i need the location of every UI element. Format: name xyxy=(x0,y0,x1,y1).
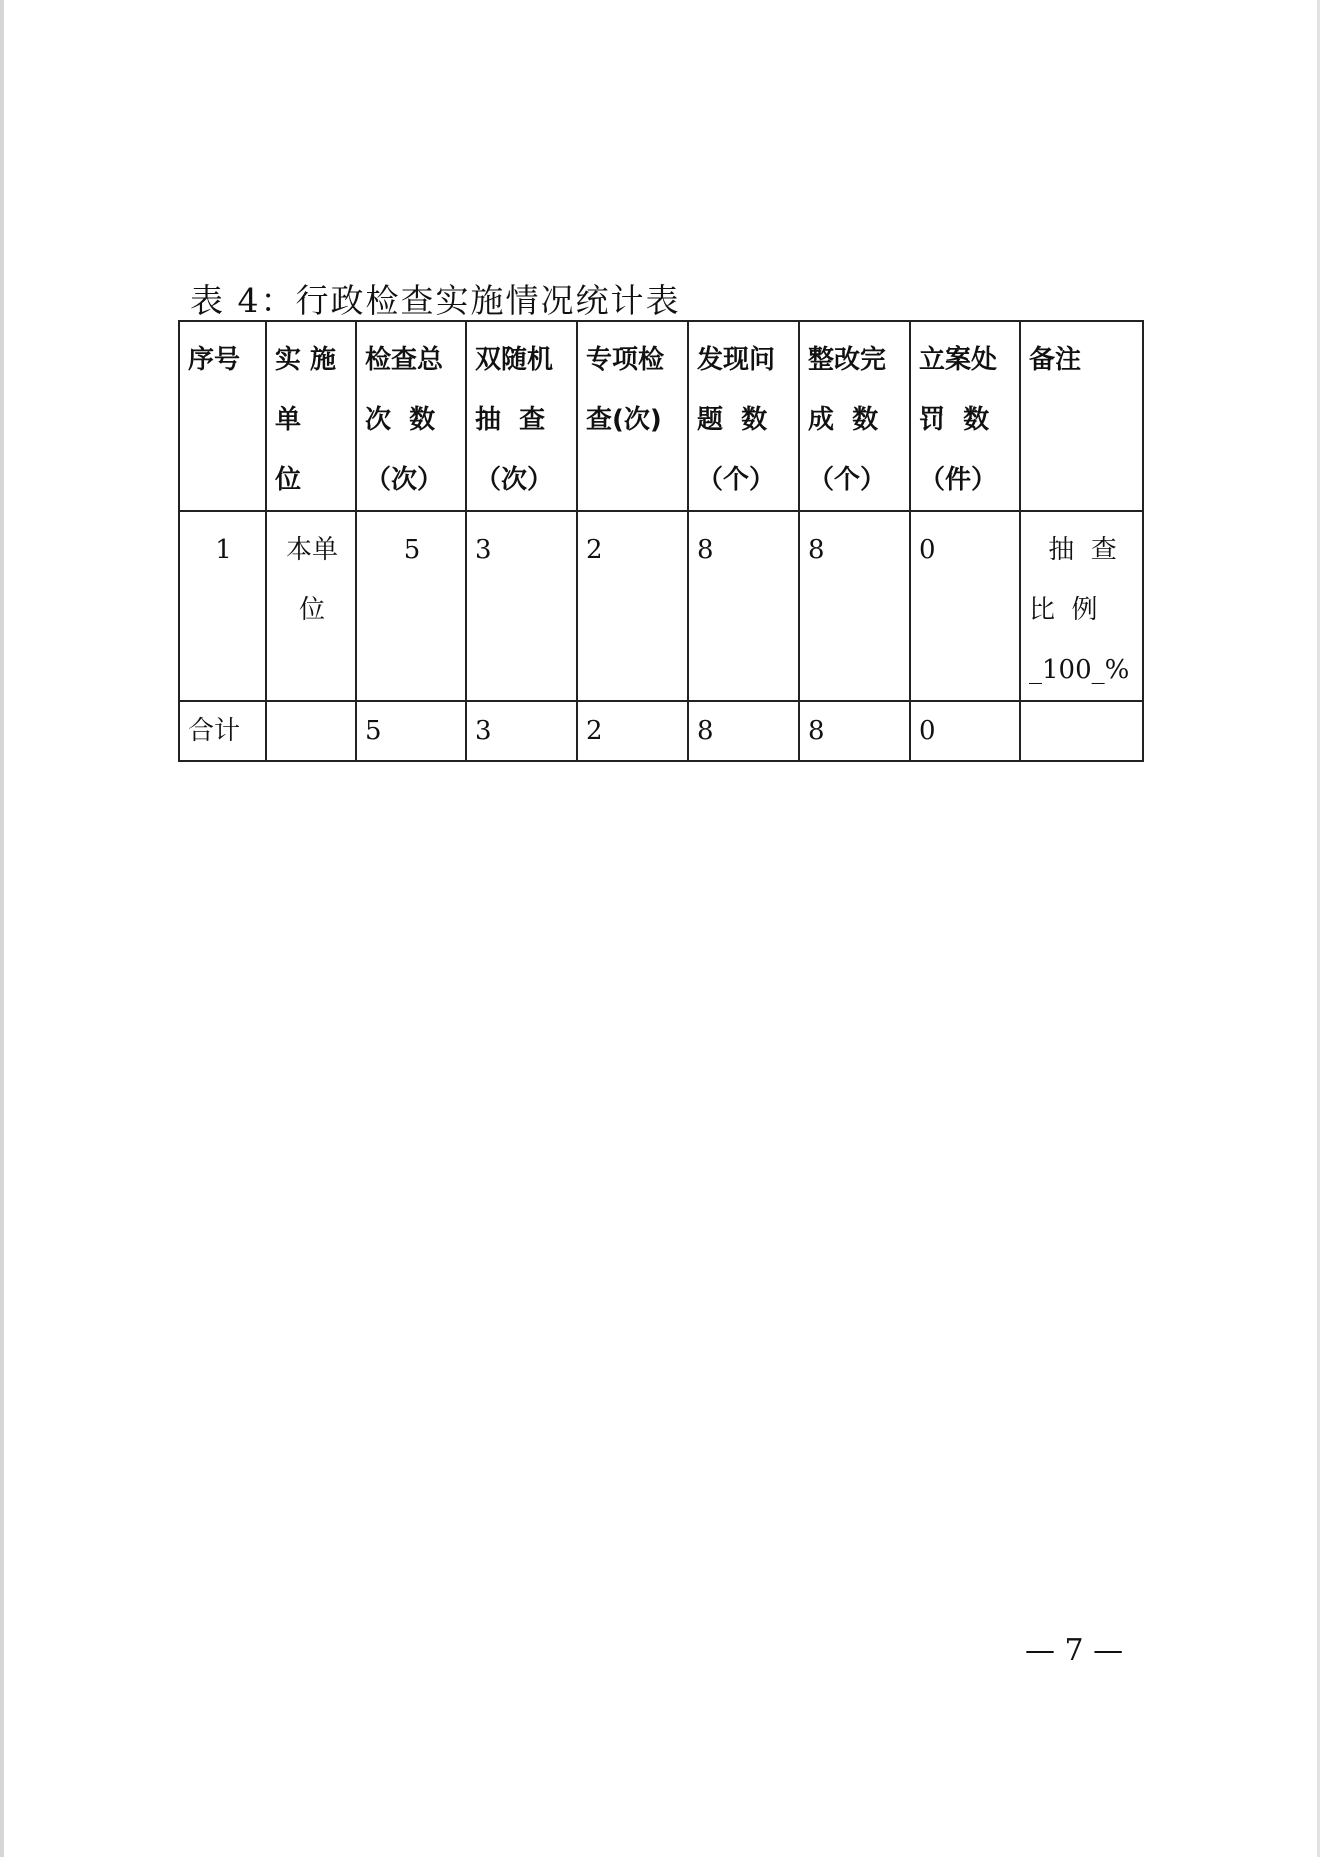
header-cell-remarks: 备注 xyxy=(1020,321,1143,511)
total-penalty-cases-cell: 0 xyxy=(910,701,1020,761)
header-cell-issues-found: 发现问 题 数 （个） xyxy=(688,321,799,511)
page-number: — 7 — xyxy=(1025,1633,1124,1668)
total-inspections-cell: 5 xyxy=(356,701,466,761)
row-penalty-cases-cell: 0 xyxy=(910,511,1020,701)
row-total-inspections-cell: 5 xyxy=(356,511,466,701)
row-unit-cell: 本单 位 xyxy=(266,511,356,701)
total-rectified-cell: 8 xyxy=(799,701,910,761)
row-rectified-cell: 8 xyxy=(799,511,910,701)
total-remark-cell xyxy=(1020,701,1143,761)
row-index-cell: 1 xyxy=(179,511,266,701)
inspection-stats-table xyxy=(178,320,1144,762)
header-cell-unit: 实 施 单 位 xyxy=(266,321,356,511)
header-cell-rectified: 整改完 成 数 （个） xyxy=(799,321,910,511)
header-cell-penalty-cases: 立案处 罚 数 （件） xyxy=(910,321,1020,511)
total-label-cell: 合计 xyxy=(179,701,266,761)
row-special-inspections-cell: 2 xyxy=(577,511,688,701)
row-issues-found-cell: 8 xyxy=(688,511,799,701)
total-special-inspections-cell: 2 xyxy=(577,701,688,761)
total-random-checks-cell: 3 xyxy=(466,701,577,761)
header-cell-index: 序号 xyxy=(179,321,266,511)
row-random-checks-cell: 3 xyxy=(466,511,577,701)
row-remark-cell: 抽 查 比 例 _100_% xyxy=(1020,511,1143,701)
header-cell-random-checks: 双随机 抽 查 （次） xyxy=(466,321,577,511)
total-unit-cell xyxy=(266,701,356,761)
header-cell-special-inspections: 专项检 查(次) xyxy=(577,321,688,511)
table-row xyxy=(179,511,1143,701)
total-issues-found-cell: 8 xyxy=(688,701,799,761)
table-caption: 表 4：行政检查实施情况统计表 xyxy=(190,281,681,320)
table-header-row xyxy=(179,321,1143,511)
table-total-row xyxy=(179,701,1143,761)
header-cell-total-inspections: 检查总 次 数 （次） xyxy=(356,321,466,511)
